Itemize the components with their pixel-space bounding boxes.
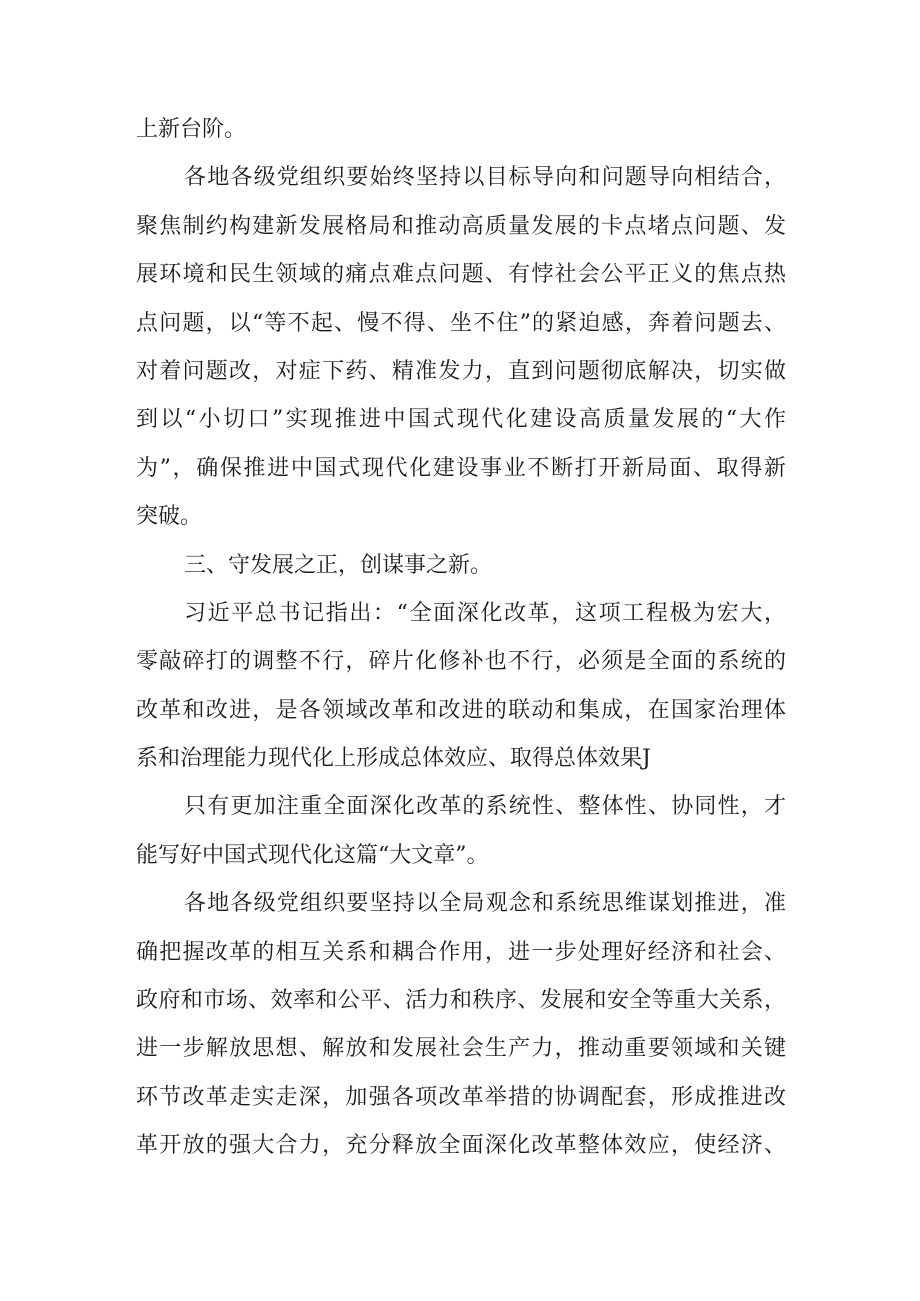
paragraph-line: 聚焦制约构建新发展格局和推动高质量发展的卡点堵点问题、发 bbox=[136, 213, 786, 239]
paragraph-line: 习近平总书记指出：“全面深化改革，这项工程极为宏大， bbox=[184, 600, 786, 626]
paragraph-line: 确把握改革的相互关系和耦合作用，进一步处理好经济和社会、 bbox=[136, 939, 786, 965]
paragraph-line: 为”，确保推进中国式现代化建设事业不断打开新局面、取得新 bbox=[136, 455, 786, 481]
paragraph-line: 上新台阶。 bbox=[136, 117, 247, 142]
paragraph-line: 能写好中国式现代化这篇“大文章”。 bbox=[136, 842, 489, 868]
paragraph-line: 革开放的强大合力，充分释放全面深化改革整体效应，使经济、 bbox=[136, 1133, 786, 1159]
paragraph-line: 各地各级党组织要坚持以全局观念和系统思维谋划推进，准 bbox=[184, 891, 786, 917]
paragraph-line: 系和治理能力现代化上形成总体效应、取得总体效果J bbox=[136, 746, 651, 772]
document-body bbox=[136, 106, 786, 1171]
paragraph-line: 到以“小切口”实现推进中国式现代化建设高质量发展的“大作 bbox=[136, 407, 786, 433]
paragraph-line: 对着问题改，对症下药、精准发力，直到问题彻底解决，切实做 bbox=[136, 358, 786, 384]
paragraph-line: 展环境和民生领域的痛点难点问题、有悖社会公平正义的焦点热 bbox=[136, 262, 786, 288]
paragraph-line: 政府和市场、效率和公平、活力和秩序、发展和安全等重大关系， bbox=[136, 988, 786, 1014]
paragraph-line: 只有更加注重全面深化改革的系统性、整体性、协同性，才 bbox=[184, 794, 786, 820]
section-heading: 三、守发展之正，创谋事之新。 bbox=[184, 552, 493, 578]
paragraph-line: 点问题，以“等不起、慢不得、坐不住”的紧迫感，奔着问题去、 bbox=[136, 310, 786, 336]
paragraph-line: 改革和改进，是各领域改革和改进的联动和集成，在国家治理体 bbox=[136, 697, 786, 723]
paragraph-line: 进一步解放思想、解放和发展社会生产力，推动重要领域和关键 bbox=[136, 1036, 786, 1062]
paragraph-line: 各地各级党组织要始终坚持以目标导向和问题导向相结合， bbox=[184, 165, 786, 191]
paragraph-line: 零敲碎打的调整不行，碎片化修补也不行，必须是全面的系统的 bbox=[136, 649, 786, 675]
paragraph-line: 环节改革走实走深，加强各项改革举措的协调配套，形成推进改 bbox=[136, 1084, 786, 1110]
paragraph-line: 突破。 bbox=[136, 504, 203, 530]
